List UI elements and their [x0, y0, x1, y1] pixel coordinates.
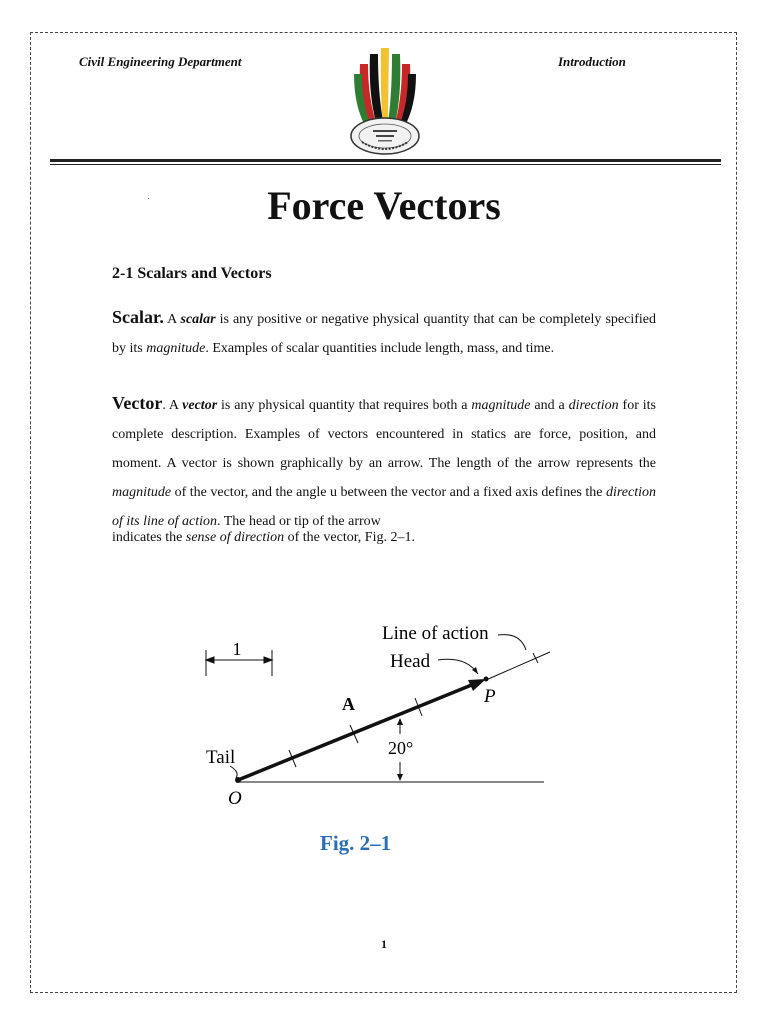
- scalar-paragraph: [112, 303, 656, 363]
- vector-magnitude: magnitude: [471, 398, 531, 413]
- vector-term: vector: [182, 398, 218, 413]
- page-title: Force Vectors: [267, 183, 501, 228]
- header-rule-thick: [50, 159, 721, 162]
- angle-label: 20°: [388, 738, 414, 758]
- vector-text-6: . The head or tip of the arrow: [217, 514, 381, 529]
- vector-line-of-action: direction of its line of action: [112, 485, 656, 529]
- header-chapter: Introduction: [558, 54, 626, 69]
- vector-sense: sense of direction: [185, 530, 285, 545]
- vector-direction: direction: [568, 398, 619, 413]
- vector-text-5: of the vector, and the angle u between the vector and a fixed axis defines the: [171, 485, 606, 500]
- vector-last-line: [112, 527, 415, 549]
- scalar-text-2: is any positive or negative physical quantity that can be completely specified by its: [112, 312, 656, 356]
- vector-figure: [190, 610, 570, 860]
- vector-arrow: [238, 684, 474, 780]
- vector-text-1: . A: [162, 398, 183, 413]
- scale-label: 1: [232, 639, 242, 659]
- point-p: [484, 677, 489, 682]
- line-of-action: [486, 652, 550, 680]
- scalar-magnitude: magnitude: [146, 341, 206, 356]
- vector-magnitude-2: magnitude: [112, 485, 172, 500]
- point-label: P: [484, 686, 496, 707]
- vector-text-7: indicates the: [112, 530, 186, 545]
- scalar-lead: Scalar.: [112, 307, 164, 327]
- vector-lead: Vector: [112, 393, 163, 413]
- vector-text-2: is any physical quantity that requires both a: [217, 398, 472, 413]
- header-rule-thin: [50, 164, 721, 165]
- vector-text-3: and a: [530, 398, 569, 413]
- line-of-action-label: Line of action: [382, 623, 489, 644]
- figure-caption: Fig. 2–1: [320, 831, 392, 855]
- vector-text-4: for its complete description. Examples of vectors encountered in statics are force, position, and moment. A vector is shown graphically by an arrow. The length of the arrow represents the: [112, 398, 656, 471]
- scalar-text-3: . Examples of scalar quantities include length, mass, and time.: [205, 341, 555, 356]
- tail-label: Tail: [206, 747, 236, 768]
- scalar-text-1: A: [163, 312, 181, 327]
- vector-paragraph: [112, 389, 656, 536]
- vector-label: A: [342, 694, 355, 714]
- origin-label: O: [228, 788, 242, 809]
- section-heading: 2-1 Scalars and Vectors: [112, 265, 272, 282]
- page-number: 1: [381, 937, 387, 951]
- header-department: Civil Engineering Department: [79, 54, 242, 69]
- head-label: Head: [390, 651, 431, 672]
- scalar-term: scalar: [180, 312, 216, 327]
- university-logo: [340, 44, 430, 156]
- vector-text-8: of the vector, Fig. 2–1.: [284, 530, 415, 545]
